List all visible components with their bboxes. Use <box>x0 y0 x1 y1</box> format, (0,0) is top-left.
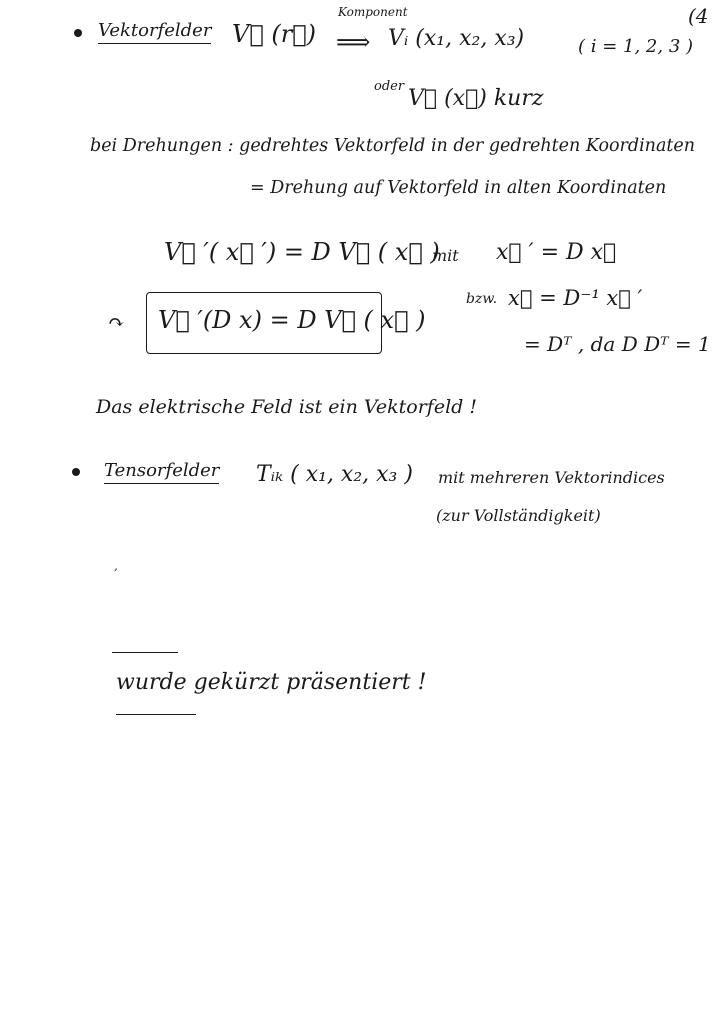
footer-line-bottom <box>116 714 196 715</box>
bullet-vektorfelder <box>74 29 82 37</box>
tensor-expr: Tᵢₖ ( x₁, x₂, x₃ ) <box>256 462 413 487</box>
footer-line-top <box>112 652 178 653</box>
short-form-expr: V⃗ (x⃗) kurz <box>408 86 544 111</box>
rotation-line-1: bei Drehungen : gedrehtes Vektorfeld in der gedrehten Koordinaten <box>90 136 696 156</box>
components-expr: Vᵢ (x₁, x₂, x₃) <box>388 26 525 51</box>
heading-vektorfelder: Vektorfelder <box>98 22 211 44</box>
rotation-line-2: = Drehung auf Vektorfeld in alten Koordinaten <box>250 178 667 198</box>
footer-note: wurde gekürzt präsentiert ! <box>116 670 427 695</box>
equation-rotation: V⃗ ′( x⃗ ′) = D V⃗ ( x⃗ ) <box>164 238 440 266</box>
equation-transpose: = Dᵀ , da D Dᵀ = 1 <box>524 332 711 356</box>
electric-field-statement: Das elektrische Feld ist ein Vektorfeld ! <box>96 396 477 418</box>
vector-field-expr: V⃗ (r⃗) <box>232 20 316 48</box>
hook-arrow: ↷ <box>108 310 125 334</box>
page-number: (4 <box>688 4 709 28</box>
bullet-tensorfelder <box>72 468 80 476</box>
heading-tensorfelder: Tensorfelder <box>104 462 219 484</box>
or-label: oder <box>374 79 405 94</box>
equation-condition: x⃗ ′ = D x⃗ <box>496 240 617 265</box>
implies-arrow: ⟹ <box>336 28 371 56</box>
arrow-note: Komponent <box>338 5 408 19</box>
boxed-equation: V⃗ ′(D x) = D V⃗ ( x⃗ ) <box>158 306 426 334</box>
tensor-note-2: (zur Vollständigkeit) <box>436 506 601 525</box>
index-range: ( i = 1, 2, 3 ) <box>578 36 694 57</box>
equation-inverse: x⃗ = D⁻¹ x⃗ ′ <box>508 286 643 310</box>
with-label: mit <box>432 246 459 265</box>
stray-mark: , <box>114 559 118 573</box>
bzw-label: bzw. <box>466 291 498 307</box>
tensor-note: mit mehreren Vektorindices <box>438 468 665 487</box>
